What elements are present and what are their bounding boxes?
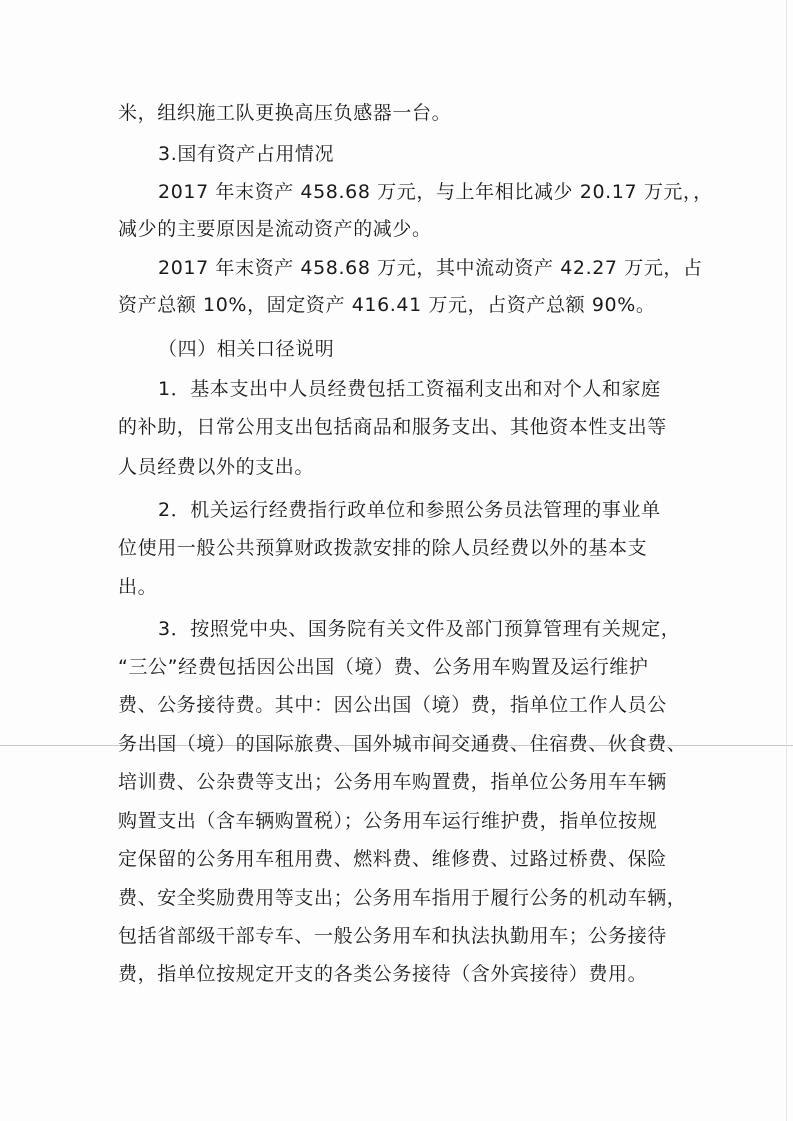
text-line: “三公”经费包括因公出国（境）费、公务用车购置及运行维护: [118, 656, 649, 678]
text-line: 人员经费以外的支出。: [118, 456, 315, 478]
text-line: 减少的主要原因是流动资产的减少。: [118, 218, 432, 240]
text-line: 1．基本支出中人员经费包括工资福利支出和对个人和家庭: [158, 378, 661, 400]
text-line: 务出国（境）的国际旅费、国外城市间交通费、住宿费、伙食费、: [118, 733, 687, 755]
text-line: 位使用一般公共预算财政拨款安排的除人员经费以外的基本支: [118, 537, 648, 559]
text-line: 2．机关运行经费指行政单位和参照公务员法管理的事业单: [158, 499, 661, 521]
text-line: 米，组织施工队更换高压负感器一台。: [118, 102, 452, 124]
text-line: 费、公务接待费。其中：因公出国（境）费，指单位工作人员公: [118, 694, 667, 716]
text-line: 费，指单位按规定开支的各类公务接待（含外宾接待）费用。: [118, 963, 648, 985]
section-heading: （四）相关口径说明: [158, 338, 335, 360]
text-line: 2017 年末资产 458.68 万元，其中流动资产 42.27 万元，占: [158, 257, 703, 279]
text-line: 3．按照党中央、国务院有关文件及部门预算管理有关规定，: [158, 618, 681, 640]
text-line: 购置支出（含车辆购置税）；公务用车运行维护费，指单位按规: [118, 810, 658, 832]
section-heading: 3.国有资产占用情况: [158, 143, 335, 165]
text-line: 费、安全奖励费用等支出；公务用车指用于履行公务的机动车辆，: [118, 887, 687, 909]
text-line: 出。: [118, 576, 158, 598]
text-line: 包括省部级干部专车、一般公务用车和执法执勤用车；公务接待: [118, 925, 667, 947]
text-line: 资产总额 10%，固定资产 416.41 万元，占资产总额 90%。: [118, 294, 656, 316]
text-line: 2017 年末资产 458.68 万元，与上年相比减少 20.17 万元，，: [158, 181, 713, 203]
text-line: 的补助，日常公用支出包括商品和服务支出、其他资本性支出等: [118, 416, 667, 438]
text-line: 培训费、公杂费等支出；公务用车购置费，指单位公务用车车辆: [118, 771, 667, 793]
text-line: 定保留的公务用车租用费、燃料费、维修费、过路过桥费、保险: [118, 848, 667, 870]
scan-edge: [786, 0, 787, 1121]
